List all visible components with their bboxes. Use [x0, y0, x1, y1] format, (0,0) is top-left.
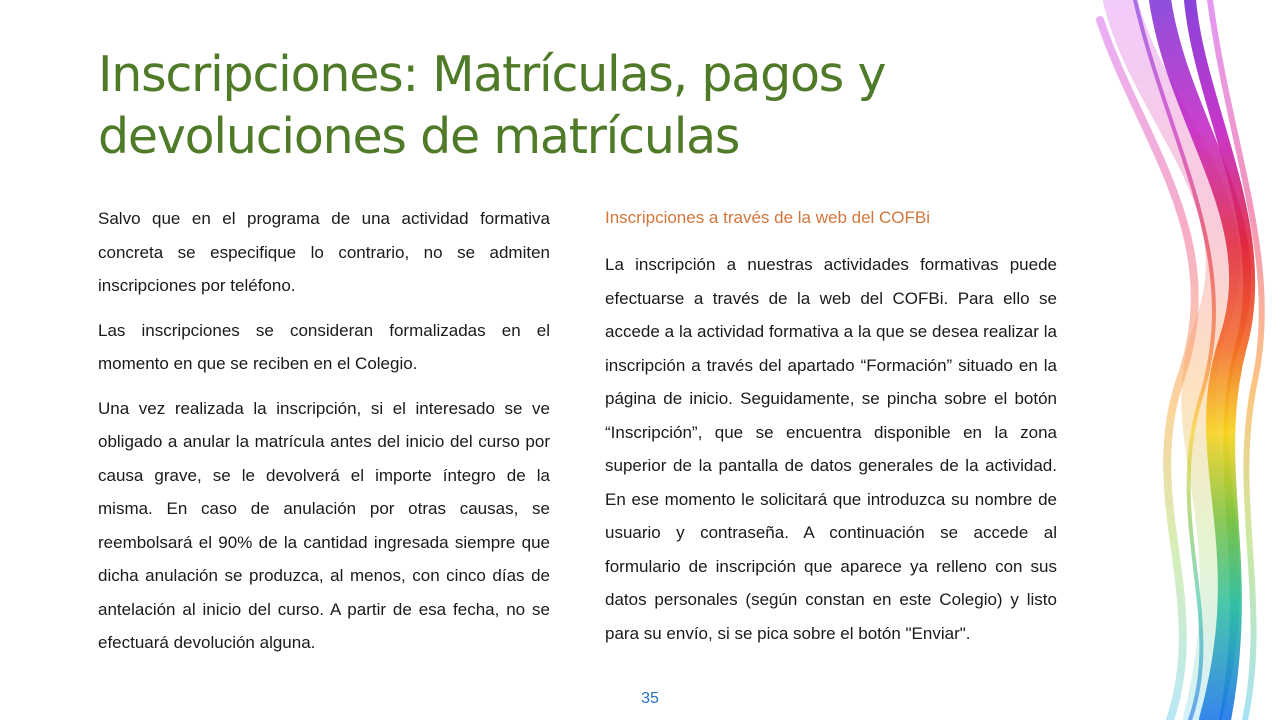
slide-title — [98, 44, 998, 168]
paragraph-phone-policy: Salvo que en el programa de una actividad formativa concreta se especifique lo contrario, no se admiten inscripciones por teléfono. — [98, 209, 550, 295]
right-column — [605, 202, 1057, 661]
rainbow-ribbon-decoration — [1060, 0, 1280, 720]
paragraph-formalization: Las inscripciones se consideran formalizadas en el momento en que se reciben en el Colegio. — [98, 320, 550, 373]
paragraph-web-registration: La inscripción a nuestras actividades formativas puede efectuarse a través de la web del COFBi. Para ello se accede a la actividad formativa a la que se desea realizar la inscripción a través del apartado “Formación” situado en la página de inicio. Seguidamente, se pincha sobre el botón “Inscripción”, que se encuentra disponible en la zona superior de la pantalla de datos generales de la actividad. En ese momento le solicitará que introduzca su nombre de usuario y contraseña. A continuación se accede al formulario de inscripción que aparece ya relleno con sus datos personales (según constan en este Colegio) y listo para su envío, si se pica sobre el botón "Enviar". — [605, 255, 1057, 643]
paragraph-refund-policy: Una vez realizada la inscripción, si el interesado se ve obligado a anular la matrícula antes del inicio del curso por causa grave, se le devolverá el importe íntegro de la misma. En caso de anulación por otras causas, se reembolsará el 90% de la cantidad ingresada siempre que dicha anulación se produzca, al menos, con cinco días de antelación al inicio del curso. A partir de esa fecha, no se efectuará devolución alguna. — [98, 398, 550, 652]
page-number: 35 — [641, 690, 659, 707]
slide-title-line-2: devoluciones de matrículas — [98, 108, 740, 165]
section-subheading: Inscripciones a través de la web del COFBi — [605, 208, 931, 227]
left-column — [98, 202, 550, 671]
slide-title-line-1: Inscripciones: Matrículas, pagos y — [98, 46, 886, 103]
